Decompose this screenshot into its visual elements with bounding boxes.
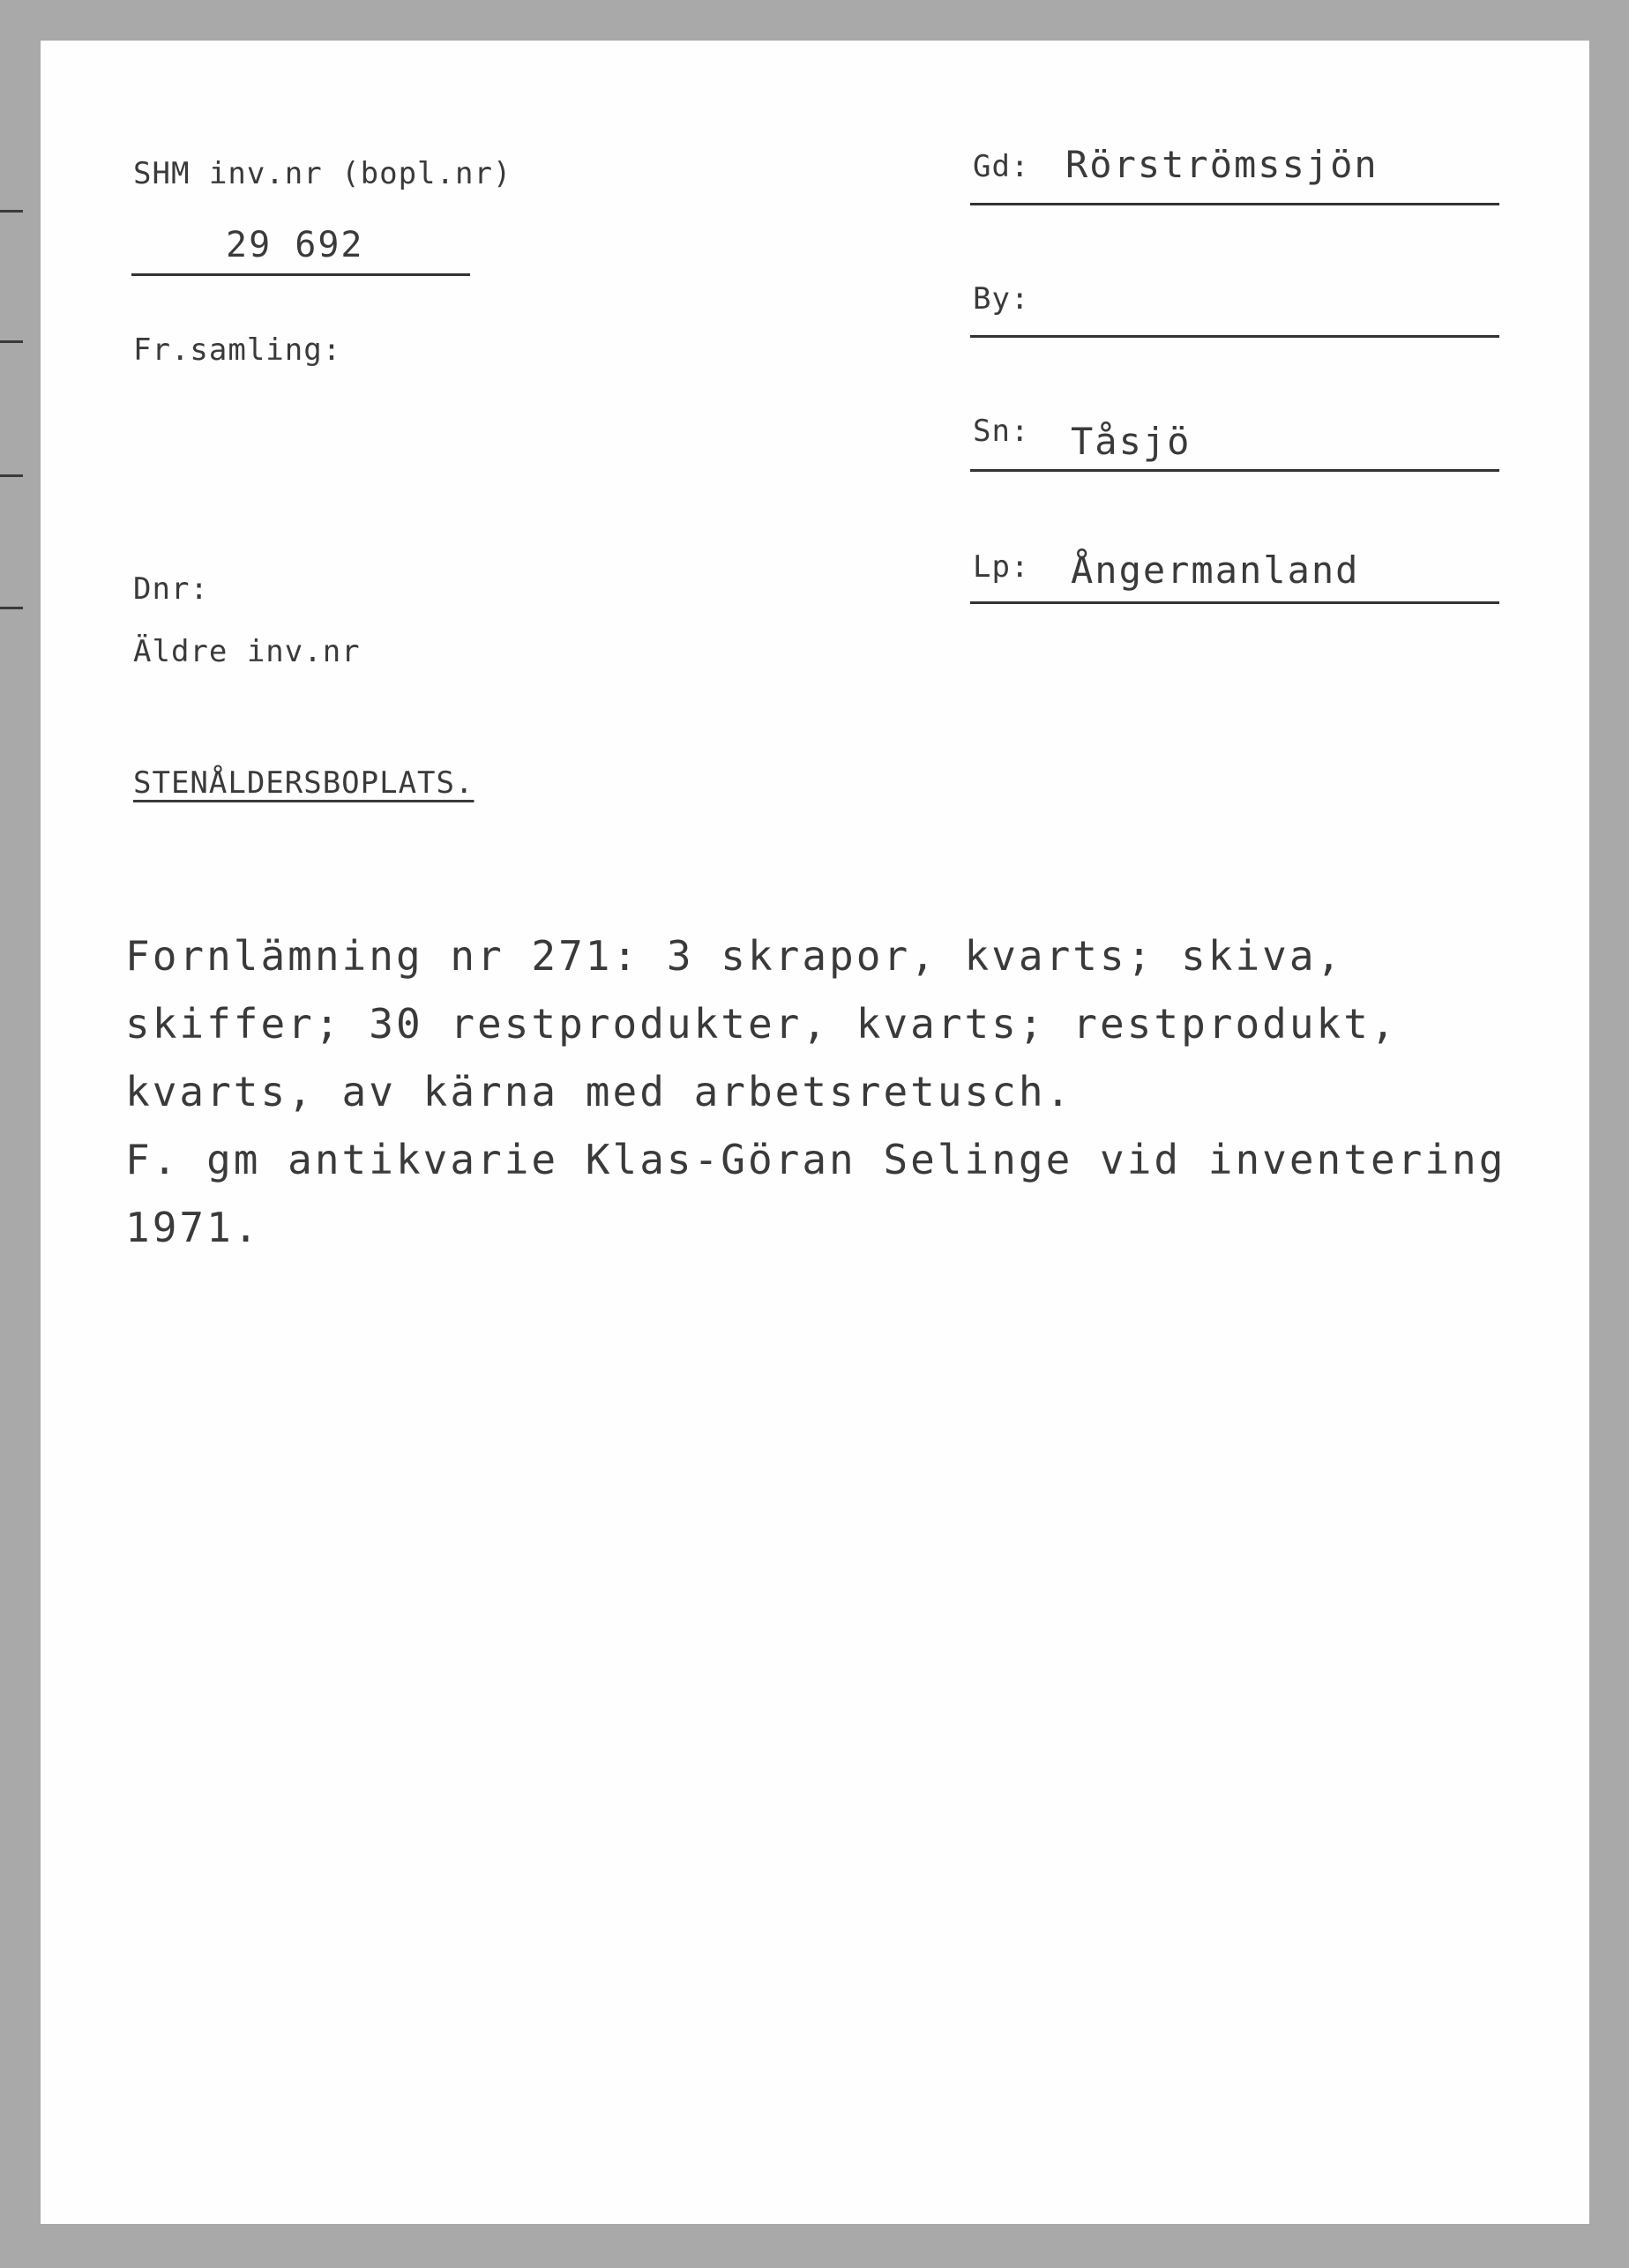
description-line: 1971. <box>125 1204 261 1251</box>
sn-rule <box>970 469 1499 472</box>
gd-label: Gd: <box>973 149 1030 184</box>
collection-label: Fr.samling: <box>133 332 342 368</box>
margin-tick-1 <box>0 210 23 213</box>
older-inventory-label: Äldre inv.nr <box>133 634 361 669</box>
lp-label: Lp: <box>973 549 1030 585</box>
description-line: F. gm antikvarie Klas-Göran Selinge vid inventering <box>125 1136 1506 1183</box>
margin-tick-4 <box>0 607 23 609</box>
inventory-number-label: SHM inv.nr (bopl.nr) <box>133 156 512 191</box>
margin-tick-2 <box>0 340 23 343</box>
gd-rule <box>970 203 1499 205</box>
description-line: Fornlämning nr 271: 3 skrapor, kvarts; skiva, <box>125 932 1344 980</box>
description-line: skiffer; 30 restprodukter, kvarts; restprodukt, <box>125 1000 1398 1048</box>
find-description <box>125 922 1589 1262</box>
catalog-card <box>41 41 1589 2224</box>
margin-tick-3 <box>0 474 23 477</box>
dnr-label: Dnr: <box>133 571 209 607</box>
inventory-number-rule <box>131 273 470 276</box>
description-line: kvarts, av kärna med arbetsretusch. <box>125 1068 1073 1115</box>
by-label: By: <box>973 281 1030 317</box>
sn-label: Sn: <box>973 414 1030 449</box>
inventory-number-value: 29 692 <box>226 225 364 265</box>
lp-value: Ångermanland <box>1071 548 1360 592</box>
lp-rule <box>970 601 1499 604</box>
sn-value: Tåsjö <box>1071 420 1192 463</box>
site-type-heading: STENÅLDERSBOPLATS. <box>133 765 475 801</box>
gd-value: Rörströmssjön <box>1065 143 1379 186</box>
by-rule <box>970 335 1499 338</box>
